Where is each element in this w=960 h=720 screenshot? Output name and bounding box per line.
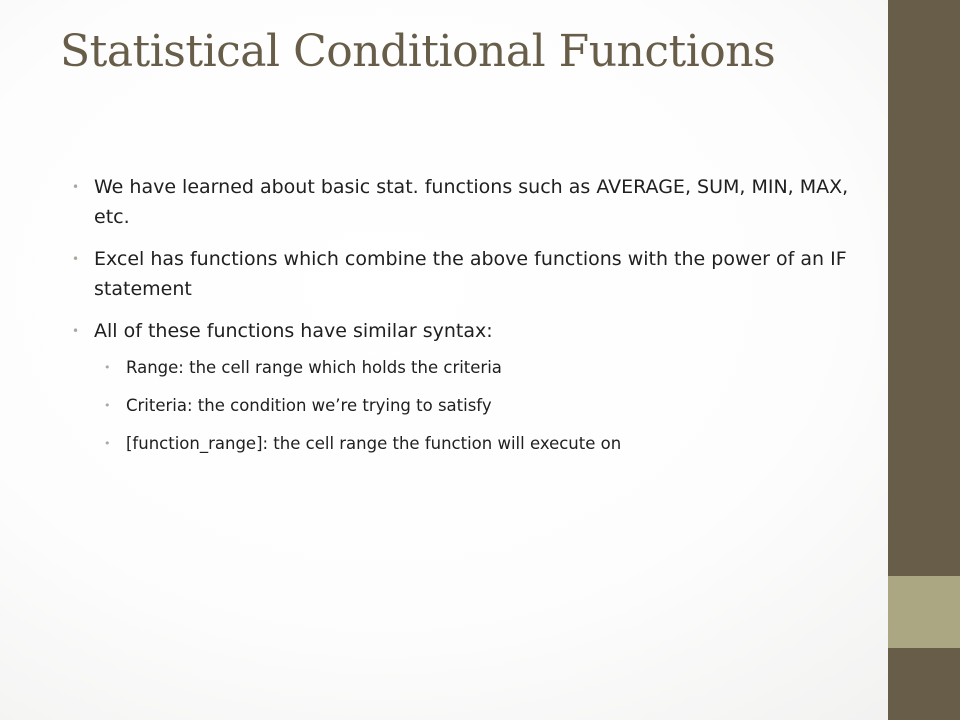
bullet-dot-icon: • — [72, 324, 80, 338]
side-accent-bar-bottom — [888, 648, 960, 720]
sub-bullet-item — [104, 356, 862, 380]
sub-bullet-item — [104, 432, 862, 456]
side-accent-bar-top — [888, 0, 960, 576]
bullet-text: All of these functions have similar syntax: — [94, 320, 493, 342]
bullet-dot-icon: • — [104, 399, 111, 412]
bullet-text: Excel has functions which combine the above functions with the power of an IF statement — [94, 248, 847, 300]
bullet-item — [72, 172, 862, 232]
side-accent-bar-middle — [888, 576, 960, 648]
bullet-dot-icon: • — [72, 180, 80, 194]
bullet-text: [function_range]: the cell range the function will execute on — [126, 434, 622, 453]
bullet-text: Criteria: the condition we’re trying to satisfy — [126, 396, 492, 415]
bullet-dot-icon: • — [104, 437, 111, 450]
bullet-dot-icon: • — [72, 252, 80, 266]
bullet-dot-icon: • — [104, 361, 111, 374]
sub-bullet-item — [104, 394, 862, 418]
bullet-item — [72, 244, 862, 304]
bullet-text: We have learned about basic stat. functions such as AVERAGE, SUM, MIN, MAX, etc. — [94, 176, 849, 228]
slide-title: Statistical Conditional Functions — [60, 26, 776, 77]
bullet-list — [72, 172, 862, 470]
bullet-item — [72, 316, 862, 346]
bullet-text: Range: the cell range which holds the criteria — [126, 358, 502, 377]
